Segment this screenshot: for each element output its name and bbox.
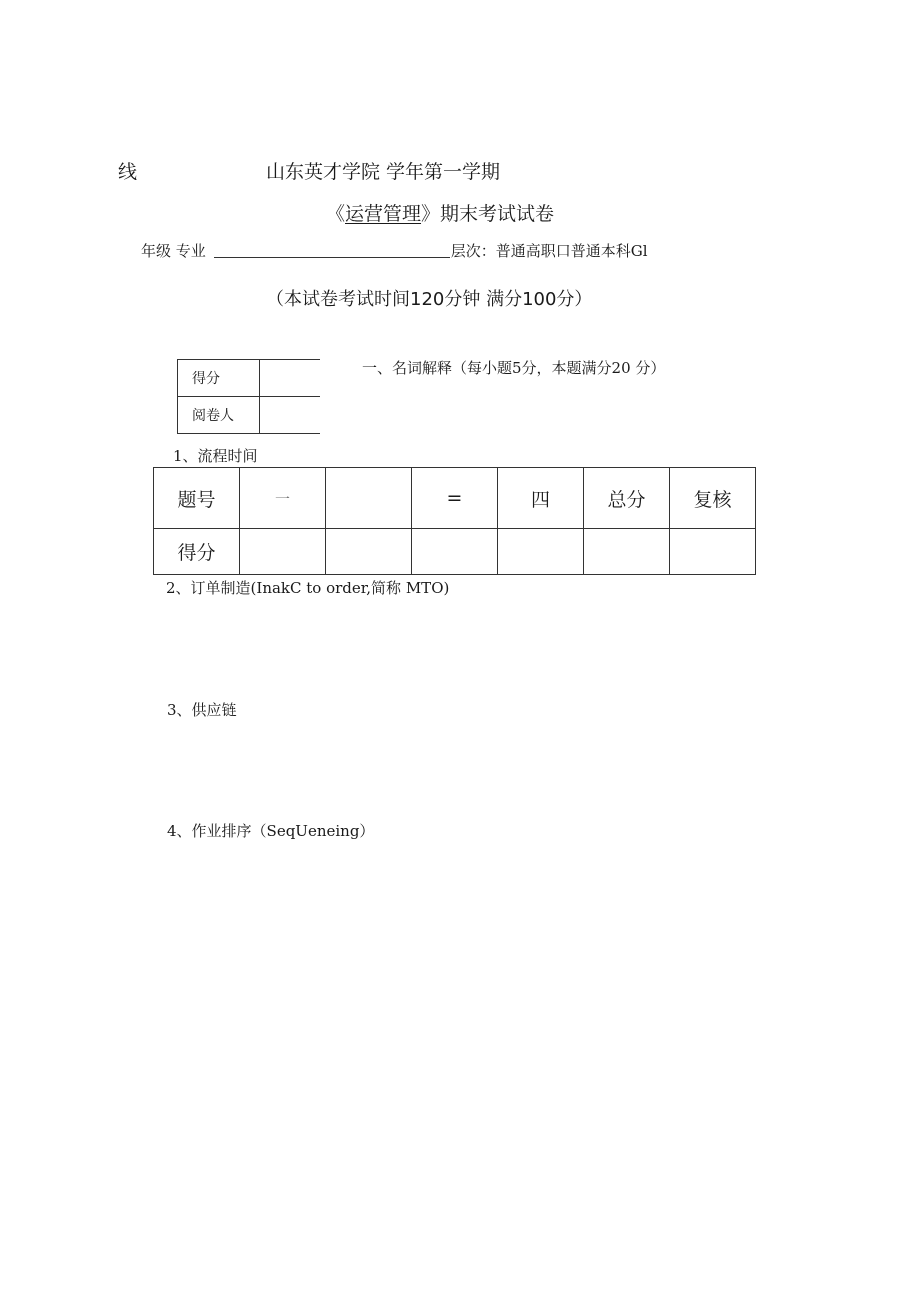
question-4: 4、作业排序（SeqUeneing） [167, 822, 375, 840]
score-cell-part-2[interactable] [326, 529, 412, 575]
exam-time-note: （本试卷考试时间120分钟 满分100分） [266, 289, 593, 310]
school-term-title: 山东英才学院 学年第一学期 [266, 161, 501, 183]
binding-line-mark: 线 [118, 161, 138, 183]
exam-title [326, 199, 554, 226]
question-2: 2、订单制造(InakC to order,简称 MTO) [166, 579, 450, 597]
grade-major-label: 年级 专业 [141, 242, 206, 260]
score-cell-part-4[interactable] [498, 529, 584, 575]
score-row-label: 得分 [154, 529, 240, 575]
level-options: 层次：普通高职口普通本科Gl [450, 242, 648, 260]
score-cell-part-3[interactable] [412, 529, 498, 575]
reviewer-label: 阅卷人 [178, 397, 260, 434]
grade-summary-table [153, 467, 756, 575]
question-1: 1、流程时间 [173, 447, 258, 465]
header-part-1: 一 [240, 468, 326, 529]
section-score-box [177, 359, 320, 434]
header-part-4: 四 [498, 468, 584, 529]
header-review: 复核 [670, 468, 756, 529]
major-blank-field[interactable] [214, 243, 450, 258]
score-cell-total[interactable] [584, 529, 670, 575]
title-close: 》期末考试试卷 [421, 203, 555, 225]
section-one-heading: 一、名词解释（每小题5分，本题满分20 分） [362, 359, 666, 377]
title-open-bracket: 《 [326, 203, 346, 225]
header-part-2 [326, 468, 412, 529]
score-field[interactable] [260, 360, 321, 397]
student-meta-line [141, 240, 648, 261]
header-question-number: 题号 [154, 468, 240, 529]
score-cell-part-1[interactable] [240, 529, 326, 575]
score-cell-review[interactable] [670, 529, 756, 575]
course-name: 运营管理 [345, 203, 422, 225]
reviewer-field[interactable] [260, 397, 321, 434]
header-total: 总分 [584, 468, 670, 529]
question-3: 3、供应链 [167, 701, 237, 719]
score-label: 得分 [178, 360, 260, 397]
header-part-3: = [412, 468, 498, 529]
